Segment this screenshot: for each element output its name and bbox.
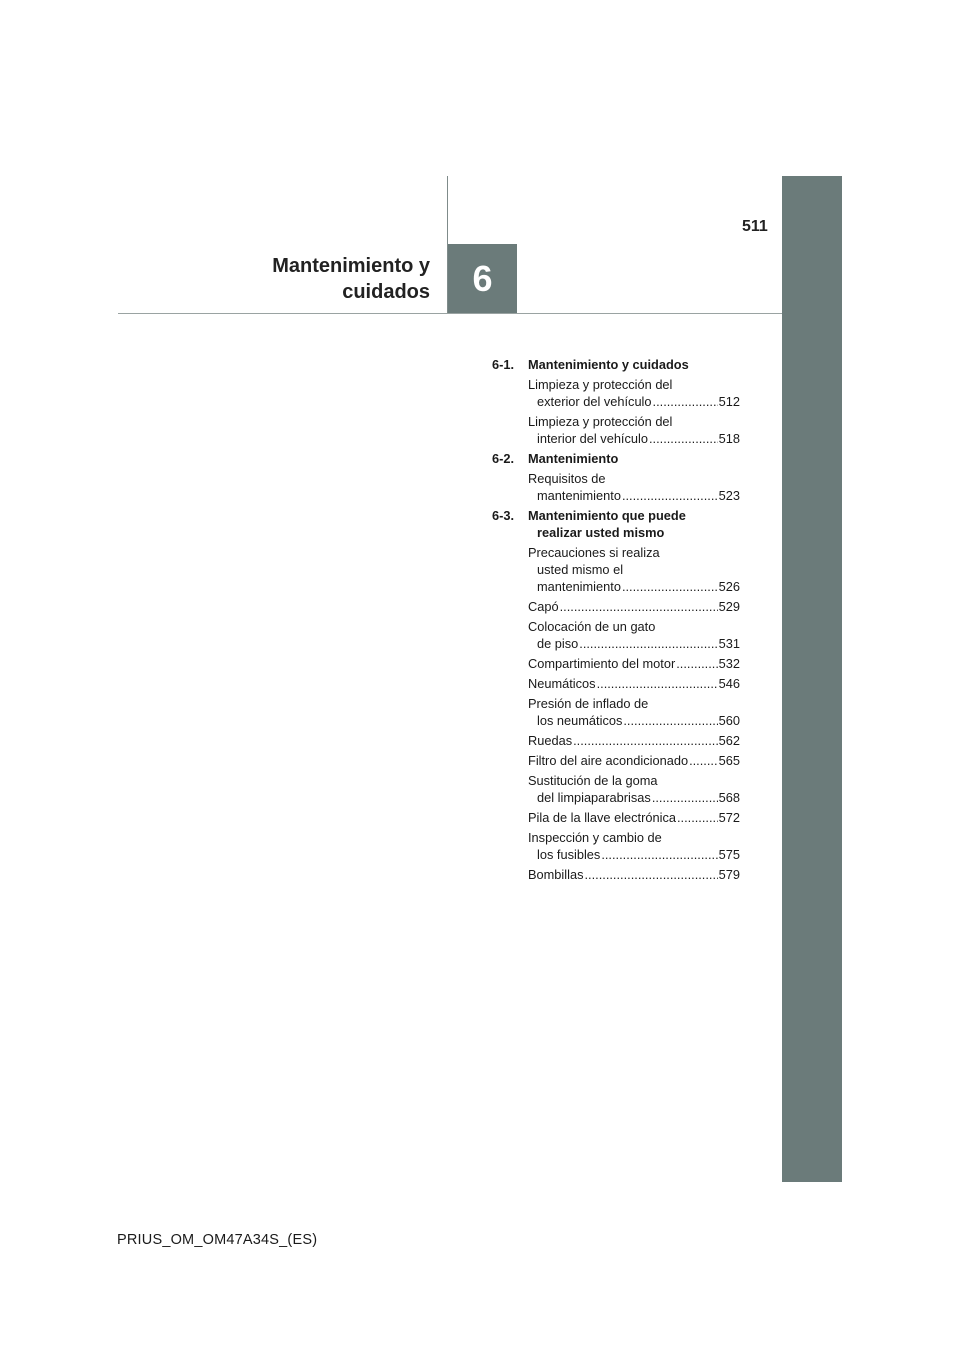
toc-entry-page: 560 [718, 713, 740, 728]
toc-section [492, 507, 740, 883]
toc-entry-last-line [528, 598, 740, 615]
toc-entry[interactable] [528, 752, 740, 769]
toc-section [492, 450, 740, 504]
toc-dot-leader [623, 712, 717, 729]
toc-dot-leader [622, 487, 718, 504]
toc-dot-leader [649, 430, 718, 447]
toc-entry[interactable] [528, 655, 740, 672]
toc-section-number: 6-1. [492, 357, 515, 372]
toc-section-title [528, 450, 740, 467]
toc-entry-line: Sustitución de la goma [528, 773, 658, 788]
toc-entry[interactable] [528, 376, 740, 410]
header-horizontal-rule [118, 313, 782, 314]
toc-entry[interactable] [528, 829, 740, 863]
chapter-side-tab [782, 176, 842, 1182]
toc-section-number: 6-3. [492, 508, 515, 523]
toc-entry-page: 565 [718, 753, 740, 768]
toc-entry-last-line [528, 635, 740, 652]
toc-entry-line: Capó [528, 599, 559, 614]
toc-entry-page: 523 [718, 488, 740, 503]
toc-entry[interactable] [528, 809, 740, 826]
toc-dot-leader [689, 752, 718, 769]
toc-entry-last-line [528, 809, 740, 826]
page-number: 511 [742, 218, 768, 235]
toc-entry-page: 546 [718, 676, 740, 691]
toc-entry-page: 526 [718, 579, 740, 594]
toc-dot-leader [622, 578, 718, 595]
toc-dot-leader [573, 732, 718, 749]
toc-entry-page: 529 [718, 599, 740, 614]
toc-entry-line: Compartimiento del motor [528, 656, 676, 671]
toc-entry-line: Filtro del aire acondicionado [528, 753, 689, 768]
toc-entry-line: exterior del vehículo [537, 394, 652, 409]
toc-entry-last-line [528, 578, 740, 595]
toc-entry-page: 575 [718, 847, 740, 862]
toc-dot-leader [652, 789, 718, 806]
toc-dot-leader [560, 598, 718, 615]
toc-entry[interactable] [528, 866, 740, 883]
toc-section-title-line: Mantenimiento [528, 451, 619, 466]
toc-dot-leader [676, 655, 717, 672]
toc-entry[interactable] [528, 470, 740, 504]
toc-section-title-line: Mantenimiento y cuidados [528, 357, 689, 372]
chapter-title [272, 253, 430, 305]
chapter-number: 6 [472, 257, 493, 299]
toc-entry-last-line [528, 789, 740, 806]
toc-entry-last-line [528, 393, 740, 410]
toc-entry-line: Presión de inflado de [528, 696, 649, 711]
toc-section-title-line: Mantenimiento que puede [528, 508, 686, 523]
toc-entry-line: Pila de la llave electrónica [528, 810, 676, 825]
toc-entry-last-line [528, 487, 740, 504]
toc-entry-line: usted mismo el [537, 562, 624, 577]
toc-entry-line: Ruedas [528, 733, 573, 748]
toc-entry-last-line [528, 712, 740, 729]
toc-section-heading[interactable] [492, 507, 740, 541]
table-of-contents [492, 356, 740, 886]
toc-entry-page: 518 [718, 431, 740, 446]
toc-section-number: 6-2. [492, 451, 515, 466]
toc-entry-line: Limpieza y protección del [528, 377, 673, 392]
toc-entry-last-line [528, 430, 740, 447]
toc-entry-page: 572 [718, 810, 740, 825]
chapter-title-line: Mantenimiento y [272, 255, 430, 277]
toc-entry-page: 568 [718, 790, 740, 805]
toc-entry-line: Limpieza y protección del [528, 414, 673, 429]
toc-section-heading[interactable] [492, 356, 740, 373]
toc-entry-line: interior del vehículo [537, 431, 648, 446]
toc-entry-line: Inspección y cambio de [528, 830, 662, 845]
toc-entry[interactable] [528, 732, 740, 749]
toc-dot-leader [653, 393, 718, 410]
toc-section-title [528, 507, 740, 541]
toc-entry-line: Bombillas [528, 867, 584, 882]
toc-dot-leader [597, 675, 718, 692]
toc-dot-leader [579, 635, 717, 652]
toc-entry-page: 532 [718, 656, 740, 671]
toc-entry[interactable] [528, 772, 740, 806]
chapter-title-line: cuidados [342, 281, 430, 303]
toc-entry-line: los neumáticos [537, 713, 623, 728]
toc-entry-page: 579 [718, 867, 740, 882]
toc-entry-last-line [528, 752, 740, 769]
toc-section-title-line: realizar usted mismo [537, 525, 665, 540]
toc-entry-line: mantenimiento [537, 579, 621, 594]
toc-section-title [528, 356, 740, 373]
toc-entry[interactable] [528, 598, 740, 615]
toc-dot-leader [601, 846, 717, 863]
toc-entry[interactable] [528, 544, 740, 595]
toc-entry[interactable] [528, 413, 740, 447]
toc-entry[interactable] [528, 695, 740, 729]
toc-entry-last-line [528, 846, 740, 863]
chapter-number-badge [448, 244, 517, 313]
toc-entry-line: mantenimiento [537, 488, 621, 503]
toc-entry-page: 512 [718, 394, 740, 409]
toc-entry-last-line [528, 675, 740, 692]
toc-entry-line: los fusibles [537, 847, 601, 862]
toc-entry-page: 531 [718, 636, 740, 651]
toc-entry-line: del limpiaparabrisas [537, 790, 651, 805]
toc-entry-last-line [528, 866, 740, 883]
toc-entry-last-line [528, 732, 740, 749]
toc-entry[interactable] [528, 618, 740, 652]
toc-entry-line: Neumáticos [528, 676, 596, 691]
toc-entry-last-line [528, 655, 740, 672]
toc-section [492, 356, 740, 447]
toc-dot-leader [584, 866, 717, 883]
toc-entry-line: de piso [537, 636, 579, 651]
toc-dot-leader [677, 809, 718, 826]
toc-entry[interactable] [528, 675, 740, 692]
document-footer-code: PRIUS_OM_OM47A34S_(ES) [117, 1232, 318, 1248]
toc-section-heading[interactable] [492, 450, 740, 467]
toc-entry-page: 562 [718, 733, 740, 748]
toc-entry-line: Colocación de un gato [528, 619, 656, 634]
toc-entry-line: Precauciones si realiza [528, 545, 660, 560]
toc-entry-line: Requisitos de [528, 471, 606, 486]
